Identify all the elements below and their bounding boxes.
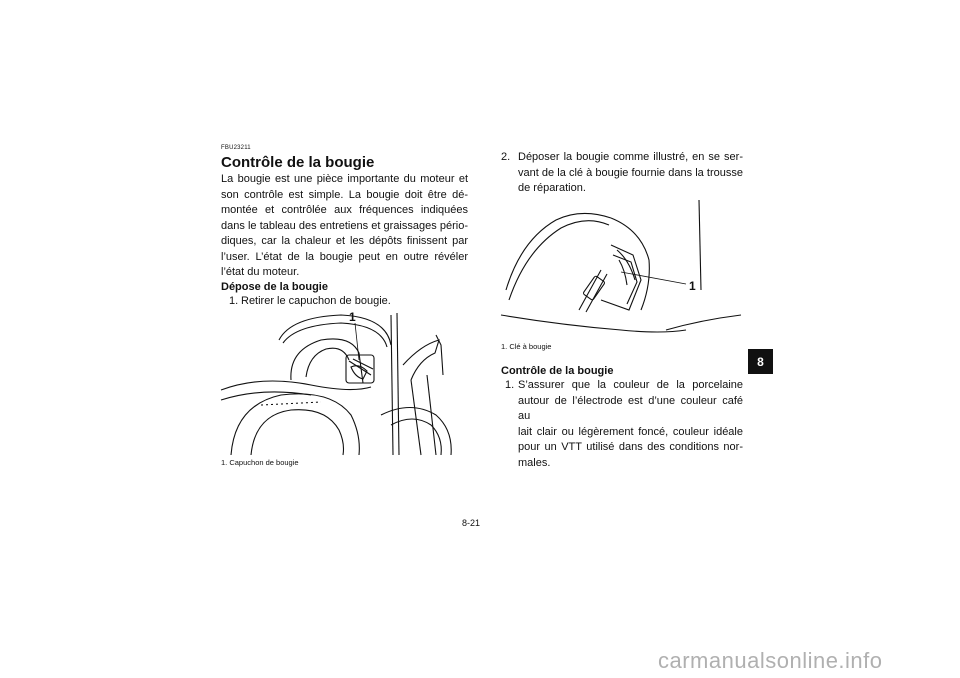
page-number: 8-21: [462, 518, 481, 528]
step-line: males.: [518, 456, 551, 469]
step-number: 1.: [505, 379, 515, 391]
step-line: autour de l’électrode est d’une couleur café au: [518, 394, 743, 422]
figure-caption: 1. Clé à bougie: [501, 342, 552, 351]
step-line: Déposer la bougie comme illustré, en se ser-: [518, 151, 743, 163]
step-line: lait clair ou légèrement foncé, couleur idéale: [518, 425, 743, 438]
figure-callout-number: 1: [349, 310, 356, 324]
intro-line: son contrôle est simple. La bougie doit être dé-: [221, 188, 468, 201]
intro-line: l’user. L’état de la bougie peut en outre révéler: [221, 250, 468, 263]
figure-callout-number: 1: [689, 279, 696, 293]
step-line: de réparation.: [518, 182, 586, 194]
step-line: S’assurer que la couleur de la porcelaine: [518, 379, 743, 391]
intro-line: dans le tableau des entretiens et graissages pério-: [221, 219, 468, 232]
step-text: [518, 150, 743, 197]
chapter-tab: 8: [748, 349, 773, 374]
intro-paragraph: [221, 172, 468, 281]
step-number: 1.: [229, 295, 239, 307]
watermark: carmanualsonline.info: [658, 648, 883, 673]
intro-line: montée et contrôlée aux fréquences indiquées: [221, 204, 468, 216]
step-text: [518, 378, 743, 471]
step-line: pour un VTT utilisé dans des conditions nor-: [518, 441, 743, 453]
subheading-removal: Dépose de la bougie: [221, 281, 328, 293]
check-step-1: [505, 378, 743, 469]
spark-plug-wrench-illustration: [501, 200, 746, 340]
section-title: Contrôle de la bougie: [221, 154, 375, 171]
intro-line: diques, car la chaleur et les dépôts finissent par: [221, 235, 468, 247]
spark-plug-cap-illustration: [221, 305, 470, 455]
step-number: 2.: [501, 151, 511, 163]
subheading-check: Contrôle de la bougie: [501, 365, 614, 377]
intro-line: l’état du moteur.: [221, 266, 300, 278]
step-2: [501, 150, 743, 200]
intro-line: La bougie est une pièce importante du moteur et: [221, 173, 468, 185]
step-text: Retirer le capuchon de bougie.: [241, 295, 391, 307]
section-code: FBU23211: [221, 145, 251, 151]
step-line: vant de la clé à bougie fournie dans la trousse: [518, 166, 743, 179]
figure-caption: 1. Capuchon de bougie: [221, 458, 299, 467]
